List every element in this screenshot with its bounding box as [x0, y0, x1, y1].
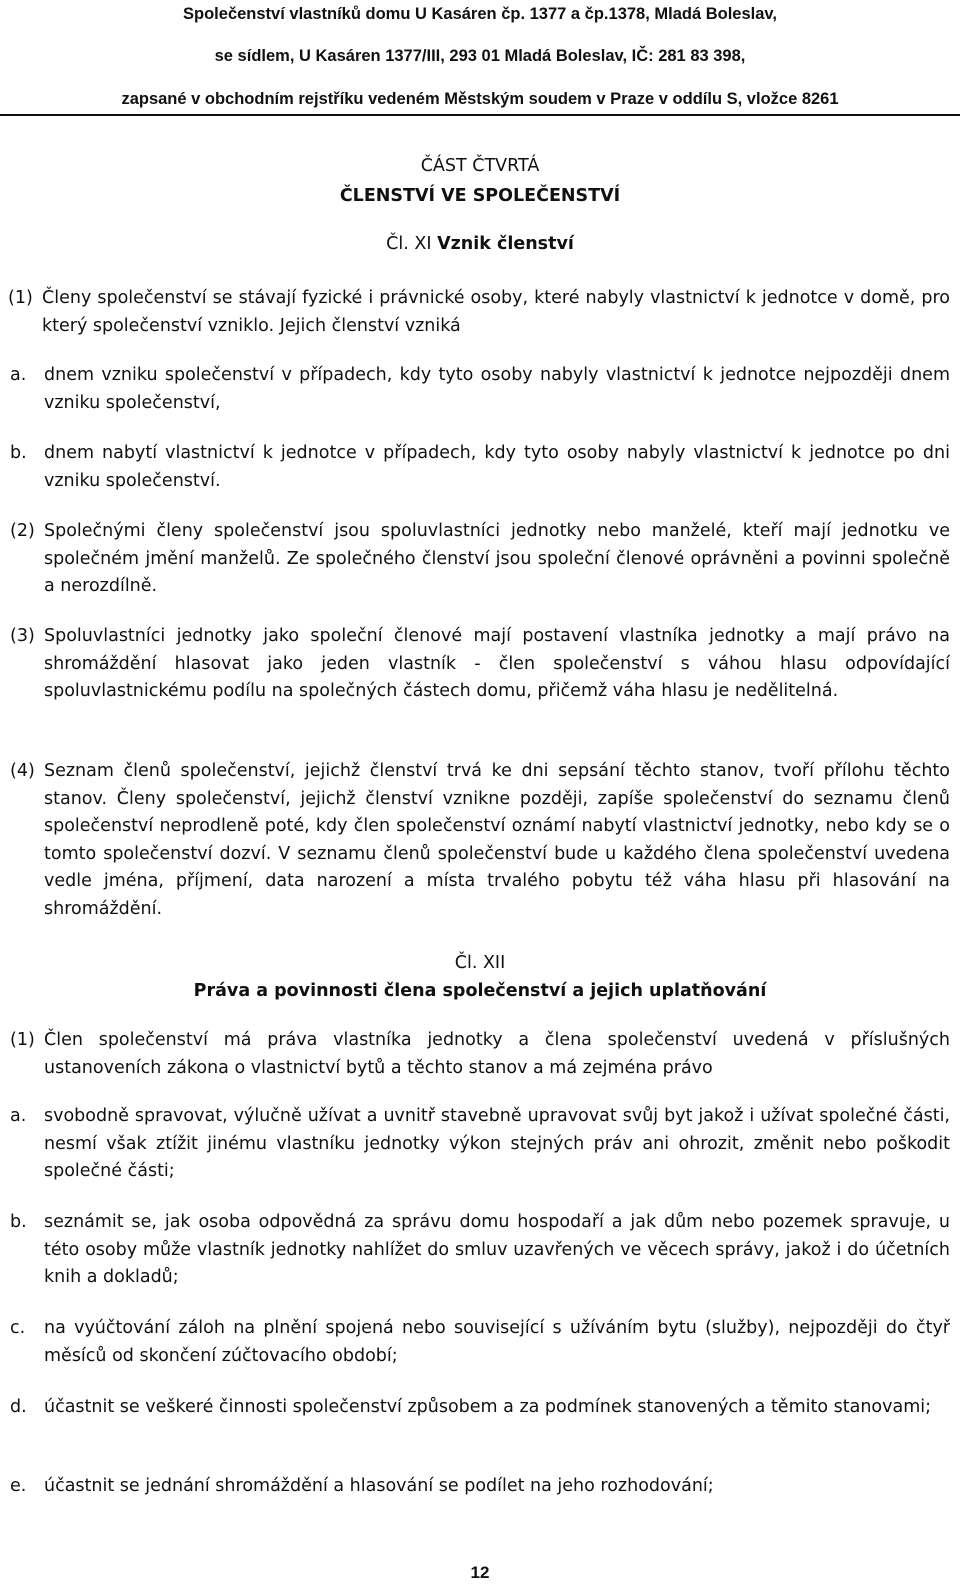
- page-number: 12: [470, 1563, 490, 1582]
- article-11-title: Vznik členství: [437, 234, 574, 254]
- item-text: na vyúčtování záloh na plnění spojená nebo související s užíváním bytu (služby), nejpozději do čtyř měsíců od skončení zúčtovacího období;: [44, 1318, 950, 1366]
- item-marker: a.: [10, 1106, 27, 1126]
- item-marker: b.: [10, 1212, 27, 1232]
- item-text: seznámit se, jak osoba odpovědná za správu domu hospodaří a jak dům nebo pozemek spravuje, u této osoby může vlastník jednotky nahlížet do smluv uzavřených ve věcech správy, jakož i do účetních knih a dokladů;: [44, 1212, 950, 1287]
- item-text: účastnit se veškeré činnosti společenství způsobem a za podmínek stanovených a těmito stanovami;: [44, 1397, 932, 1417]
- paragraph-marker: (4): [10, 761, 35, 781]
- header-line-1: Společenství vlastníků domu U Kasáren čp. 1377 a čp.1378, Mladá Boleslav,: [183, 5, 777, 23]
- paragraph-text: Spoluvlastníci jednotky jako společní členové mají postavení vlastníka jednotky a mají právo na shromáždění hlasovat jako jeden vlastník - člen společenství s váhou hlasu odpovídající spoluvlastnickému podílu na společných částech domu, přičemž váha hlasu je nedělitelná.: [44, 626, 950, 701]
- header-line-2: se sídlem, U Kasáren 1377/III, 293 01 Mladá Boleslav, IČ: 281 83 398,: [214, 47, 746, 65]
- part-title: ČLENSTVÍ VE SPOLEČENSTVÍ: [339, 186, 621, 206]
- header-divider: [0, 114, 960, 116]
- paragraph-text: Člen společenství má práva vlastníka jednotky a člena společenství uvedená v příslušných ustanoveních zákona o vlastnictví bytů a těchto stanov a má zejména právo: [44, 1030, 950, 1078]
- article-12-number: Čl. XII: [454, 953, 506, 973]
- paragraph-marker: (2): [10, 521, 35, 541]
- item-marker: b.: [10, 443, 27, 463]
- paragraph-text: Členy společenství se stávají fyzické i právnické osoby, které nabyly vlastnictví k jednotce v domě, pro který společenství vzniklo. Jejich členství vzniká: [42, 288, 950, 336]
- item-marker: e.: [10, 1476, 27, 1496]
- article-12-title: Práva a povinnosti člena společenství a jejich uplatňování: [193, 981, 767, 1001]
- paragraph-marker: (3): [10, 626, 35, 646]
- item-marker: a.: [10, 365, 27, 385]
- article-11-prefix: Čl. XI: [386, 234, 432, 254]
- paragraph-marker: (1): [10, 1030, 35, 1050]
- item-text: dnem nabytí vlastnictví k jednotce v případech, kdy tyto osoby nabyly vlastnictví k jednotce po dni vzniku společenství.: [44, 443, 950, 491]
- paragraph-text: Seznam členů společenství, jejichž členství trvá ke dni sepsání těchto stanov, tvoří přílohu těchto stanov. Členy společenství, jejichž členství vznikne později, zapíše společenství do seznamu členů společenství neprodleně poté, kdy člen společenství oznámí nabytí vlastnictví jednotky, nebo kdy se o tomto společenství dozví. V seznamu členů společenství bude u každého člena společenství uvedena vedle jména, příjmení, data narození a místa trvalého pobytu též váha hlasu při hlasování na shromáždění.: [44, 761, 950, 919]
- article-11-heading: [0, 234, 960, 254]
- header-line-3: zapsané v obchodním rejstříku vedeném Městským soudem v Praze v oddílu S, vložce 8261: [121, 90, 839, 108]
- paragraph-marker: (1): [8, 288, 33, 308]
- item-text: účastnit se jednání shromáždění a hlasování se podílet na jeho rozhodování;: [44, 1476, 714, 1496]
- document-header: [0, 0, 960, 112]
- item-marker: c.: [10, 1318, 26, 1338]
- item-text: dnem vzniku společenství v případech, kdy tyto osoby nabyly vlastnictví k jednotce nejpozději dnem vzniku společenství,: [44, 365, 950, 413]
- paragraph-text: Společnými členy společenství jsou spoluvlastníci jednotky nebo manželé, kteří mají jednotku ve společném jmění manželů. Ze společného členství jsou společní členové oprávněni a povinni společně a nerozdílně.: [44, 521, 950, 596]
- part-number: ČÁST ČTVRTÁ: [420, 156, 540, 176]
- item-text: svobodně spravovat, výlučně užívat a uvnitř stavebně upravovat svůj byt jakož i užívat společné části, nesmí však ztížit jinému vlastníku jednotky výkon stejných práv ani ohrozit, změnit nebo poškodit společné části;: [44, 1106, 950, 1181]
- item-marker: d.: [10, 1397, 27, 1417]
